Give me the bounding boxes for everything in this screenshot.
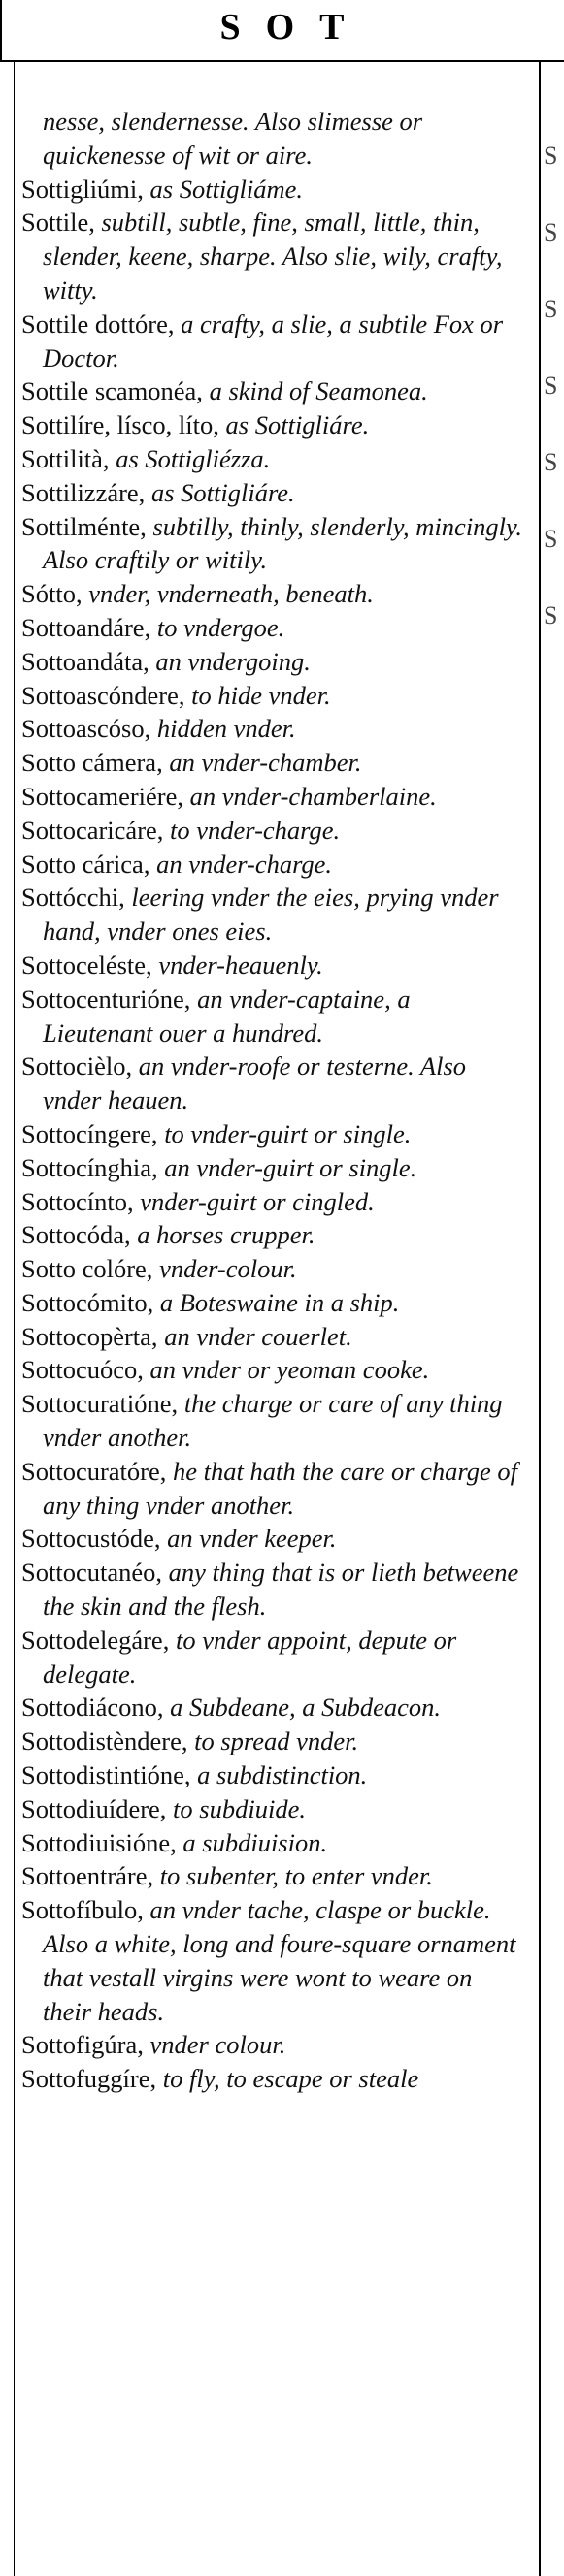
entry-definition: a Subdeane, a Subdeacon. [163, 1692, 442, 1723]
dictionary-entry [21, 982, 526, 1050]
entry-definition: to vnder-charge. [163, 815, 341, 845]
entry-headword: Sottócchi, [21, 883, 125, 913]
entry-headword: Sotto cárica, [21, 849, 150, 879]
dictionary-entry [21, 1117, 526, 1151]
entry-definition: nesse, slendernesse. Also slimesse or quickenesse of wit or aire. [43, 107, 423, 170]
dictionary-entry [21, 1353, 526, 1387]
entry-definition: as Sottigliáre. [218, 410, 370, 440]
entry-headword: Sottofuggíre, [21, 2064, 157, 2094]
dictionary-entry [21, 510, 526, 578]
entry-definition: an vnder or yeoman cooke. [143, 1355, 430, 1385]
entry-definition: an vnder-captaine, a Lieutenant ouer a hundred. [43, 983, 411, 1047]
dictionary-entry [21, 1455, 526, 1523]
right-column-fragment: S [544, 601, 558, 629]
dictionary-entry [21, 2028, 526, 2062]
entry-definition: to spread vnder. [187, 1726, 359, 1756]
entry-definition: an vnder-guirt or single. [157, 1152, 417, 1182]
entry-headword: Sottofíbulo, [21, 1895, 144, 1925]
entry-definition: an vnder keeper. [160, 1524, 337, 1554]
entry-definition: as Sottigliézza. [109, 443, 271, 473]
entry-headword: Sottocenturióne, [21, 983, 191, 1014]
entry-definition: a subdistinction. [190, 1760, 368, 1790]
dictionary-entry [21, 645, 526, 679]
entry-definition: to subenter, to enter vnder. [153, 1861, 433, 1891]
entry-list [21, 105, 526, 2096]
right-column-fragment: S [544, 142, 558, 170]
entry-headword: Sottocómito, [21, 1287, 154, 1317]
right-column-fragments [544, 144, 564, 680]
entry-headword: Sottocínghia, [21, 1152, 158, 1182]
entry-definition: he that hath the care or charge of any thing vnder another. [43, 1456, 517, 1520]
entry-definition: leering vnder the eies, prying vnder hand, vnder ones eies. [43, 883, 499, 947]
entry-headword: Sottilíre, lísco, líto, [21, 410, 219, 440]
entry-headword: Sottocuratióne, [21, 1389, 179, 1419]
entry-headword: Sottoceléste, [21, 950, 152, 980]
dictionary-entry [21, 949, 526, 982]
dictionary-entry [21, 577, 526, 611]
entry-headword: Sottocutanéo, [21, 1558, 162, 1588]
entry-headword: Sottocóda, [21, 1220, 131, 1250]
entry-headword: Sottocínto, [21, 1186, 134, 1216]
entry-definition: subtilly, thinly, slenderly, mincingly. Also craftily or witily. [43, 511, 522, 575]
right-column-fragment: S [544, 448, 558, 476]
entry-headword: Sottocuratóre, [21, 1456, 167, 1486]
right-column-fragment: S [544, 295, 558, 323]
entry-headword: Sottodiuisióne, [21, 1827, 177, 1857]
right-column-fragment: S [544, 371, 558, 400]
entry-headword: Sottile, [21, 208, 95, 238]
entry-headword: Sottocameriére, [21, 781, 184, 811]
entry-definition: an vndergoing. [149, 646, 311, 676]
entry-definition: a horses crupper. [130, 1220, 315, 1250]
entry-definition: a skind of Seamonea. [202, 376, 428, 406]
entry-definition: as Sottigliáme. [143, 174, 304, 204]
dictionary-entry [21, 105, 526, 173]
entry-definition: an vnder tache, claspe or buckle. Also a white, long and foure-square ornament that vestall virgins were wont to weare on their heads. [43, 1895, 516, 2026]
entry-headword: Sottocustóde, [21, 1524, 161, 1554]
entry-definition: to vnder-guirt or single. [157, 1118, 412, 1148]
entry-headword: Sottofigúra, [21, 2030, 144, 2060]
entry-headword: Sottoentráre, [21, 1861, 154, 1891]
entry-definition: hidden vnder. [150, 714, 296, 744]
entry-definition: as Sottigliáre. [145, 477, 295, 507]
entry-definition: the charge or care of any thing vnder another. [43, 1389, 503, 1453]
entry-headword: Sottilizzáre, [21, 477, 146, 507]
dictionary-entry [21, 1185, 526, 1219]
entry-definition: a subdiuision. [176, 1827, 328, 1857]
entry-headword: Sottile scamonéa, [21, 376, 203, 406]
right-column-fragment: S [544, 525, 558, 553]
dictionary-entry [21, 1690, 526, 1724]
entry-definition: an vnder couerlet. [157, 1321, 352, 1351]
entry-definition: an vnder-roofe or testerne. Also vnder heauen. [43, 1051, 467, 1115]
entry-definition: to fly, to escape or steale [156, 2064, 419, 2094]
entry-headword: Sottocíngere, [21, 1118, 158, 1148]
dictionary-entry [21, 780, 526, 814]
entry-definition: to subdiuide. [166, 1793, 306, 1823]
dictionary-entry [21, 848, 526, 882]
entry-definition: a Boteswaine in a ship. [153, 1287, 400, 1317]
left-column-rule [14, 60, 15, 2576]
entry-headword: Sottodelegáre, [21, 1625, 170, 1655]
entry-definition: an vnder-charge. [149, 849, 333, 879]
dictionary-entry [21, 442, 526, 476]
page-header [0, 0, 564, 60]
dictionary-entry [21, 1893, 526, 2028]
entry-headword: Sotto cámera, [21, 748, 163, 778]
dictionary-entry [21, 611, 526, 645]
entry-definition: to hide vnder. [184, 680, 331, 710]
header-left-rule [0, 0, 2, 60]
dictionary-entry [21, 712, 526, 746]
dictionary-entry [21, 1049, 526, 1117]
dictionary-entry [21, 1859, 526, 1893]
dictionary-entry [21, 1286, 526, 1320]
dictionary-column [21, 105, 526, 2096]
dictionary-entry [21, 476, 526, 510]
dictionary-entry [21, 206, 526, 306]
entry-headword: Sottigliúmi, [21, 174, 144, 204]
entry-definition: to vndergoe. [150, 612, 285, 642]
entry-headword: Sottocuóco, [21, 1355, 144, 1385]
dictionary-entry [21, 1387, 526, 1455]
entry-headword: Sottoascóndere, [21, 680, 185, 710]
entry-headword: Sottocaricáre, [21, 815, 164, 845]
dictionary-entry [21, 374, 526, 408]
entry-definition: to vnder appoint, depute or delegate. [43, 1625, 457, 1689]
entry-definition: an vnder-chamber. [162, 748, 362, 778]
dictionary-entry [21, 173, 526, 207]
dictionary-entry [21, 1758, 526, 1792]
dictionary-entry [21, 1218, 526, 1252]
dictionary-entry [21, 1792, 526, 1826]
entry-definition: vnder, vnderneath, beneath. [82, 579, 374, 609]
entry-headword: Sottodistintióne, [21, 1760, 191, 1790]
dictionary-entry [21, 1556, 526, 1624]
dictionary-entry [21, 746, 526, 780]
entry-headword: Sottoascóso, [21, 714, 151, 744]
entry-definition: a crafty, a slie, a subtile Fox or Doctor. [43, 308, 504, 372]
entry-definition: vnder colour. [143, 2030, 286, 2060]
dictionary-entry [21, 2062, 526, 2096]
dictionary-entry [21, 1724, 526, 1758]
dictionary-entry [21, 679, 526, 713]
dictionary-entry [21, 881, 526, 949]
entry-headword: Sottoandáta, [21, 646, 149, 676]
entry-headword: Sótto, [21, 579, 83, 609]
dictionary-entry [21, 814, 526, 848]
column-divider-rule [539, 60, 541, 2576]
entry-definition: vnder-guirt or cingled. [133, 1186, 375, 1216]
entry-headword: Sottocopèrta, [21, 1321, 158, 1351]
dictionary-entry [21, 1522, 526, 1556]
entry-headword: Sottoandáre, [21, 612, 151, 642]
dictionary-entry [21, 1252, 526, 1286]
dictionary-entry [21, 307, 526, 375]
right-column-fragment: S [544, 218, 558, 246]
entry-headword: Sottile dottóre, [21, 308, 175, 338]
entry-headword: Sottodiácono, [21, 1692, 164, 1723]
entry-headword: Sottodiuídere, [21, 1793, 167, 1823]
entry-definition: vnder-heauenly. [151, 950, 323, 980]
header-rule [0, 60, 564, 62]
dictionary-entry [21, 408, 526, 442]
dictionary-entry [21, 1624, 526, 1691]
entry-definition: vnder-colour. [152, 1254, 297, 1284]
entry-headword: Sotto colóre, [21, 1254, 153, 1284]
entry-headword: Sottocièlo, [21, 1051, 133, 1081]
entry-definition: any thing that is or lieth betweene the skin and the flesh. [43, 1558, 519, 1622]
dictionary-entry [21, 1826, 526, 1860]
entry-headword: Sottodistèndere, [21, 1726, 188, 1756]
entry-headword: Sottilità, [21, 443, 110, 473]
dictionary-entry [21, 1151, 526, 1185]
entry-headword: Sottilménte, [21, 511, 147, 541]
entry-definition: an vnder-chamberlaine. [183, 781, 437, 811]
page-title: SOT [219, 7, 370, 48]
entry-definition: subtill, subtle, fine, small, little, thin, slender, keene, sharpe. Also slie, wily, crafty, witty. [43, 208, 503, 305]
dictionary-entry [21, 1320, 526, 1354]
